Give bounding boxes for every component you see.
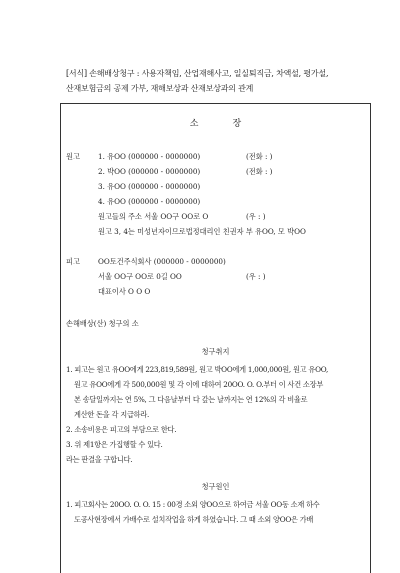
plaintiff-text: 1. 유OO (000000 - 0000000) [98, 152, 201, 161]
plaintiff-row [98, 164, 368, 179]
plaintiff-text: 3. 유OO (000000 - 0000000) [98, 182, 201, 191]
plaintiff-row [98, 179, 368, 194]
defendant-name: OO토건주식회사 (000000 - 0000000) [98, 257, 226, 266]
claim-cause-line: 1. 피고회사는 20OO. O. O. 15 : 00경 소외 양OO으로 하여금 서울 OO동 소재 하수 [66, 500, 320, 509]
plaintiffs-label: 원고 [66, 152, 80, 161]
complaint-document [60, 103, 371, 573]
claim-purpose-line: 3. 위 제1항은 가집행할 수 있다. [66, 440, 163, 449]
plaintiff-row [98, 224, 368, 239]
plaintiff-phone: (전화 : ) [246, 167, 273, 176]
claim-purpose-line: 1. 피고는 원고 유OO에게 223,819,589원, 원고 박OO에게 1,000,000원, 원고 유OO, [66, 365, 328, 374]
defendant-row [98, 269, 368, 284]
plaintiff-text: 4. 유OO (000000 - 0000000) [98, 197, 201, 206]
plaintiff-text: 2. 박OO (000000 - 0000000) [98, 167, 201, 176]
claim-cause-body [66, 497, 366, 527]
document-header [66, 66, 366, 96]
claim-cause-line: 도공사현장에서 가배수로 설치작업을 하게 하였습니다. 그 때 소외 양OO은 가배 [74, 515, 314, 524]
plaintiff-row [98, 194, 368, 209]
document-title: 소장 [189, 119, 276, 129]
plaintiff-address: 원고들의 주소 서울 OO구 OO로 O [98, 212, 209, 221]
header-line-2: 산재보험금의 공제 가부, 재해보상과 산재보상과의 관계 [66, 84, 254, 93]
plaintiff-row [98, 149, 368, 164]
plaintiff-phone: (전화 : ) [246, 152, 273, 161]
claim-purpose-heading: 청구취지 [201, 347, 230, 356]
claim-cause-heading: 청구원인 [201, 482, 230, 491]
plaintiff-postcode: (우 : ) [246, 212, 266, 221]
plaintiff-guardian: 원고 3, 4는 미성년자이므로법정대리인 친권자 부 유OO, 모 박OO [98, 227, 306, 236]
claim-purpose-line: 본 송달일까지는 연 5%, 그 다음날부터 다 갚는 날까지는 연 12%의 각 비율로 [74, 395, 308, 404]
defendant-representative: 대표이사 O O O [98, 287, 151, 296]
claim-purpose-body [66, 362, 366, 467]
claim-purpose-line: 계산한 돈을 각 지급하라. [74, 410, 150, 419]
plaintiff-row [98, 209, 368, 224]
claim-purpose-line: 2. 소송비용은 피고의 부담으로 한다. [66, 425, 177, 434]
defendant-postcode: (우 : ) [246, 272, 266, 281]
claim-purpose-line: 원고 유OO에게 각 500,000원 및 각 이에 대하여 20OO. O. O.부터 이 사건 소장부 [74, 380, 324, 389]
defendant-address: 서울 OO구 OO로 0길 OO [98, 272, 182, 281]
header-line-1: [서식] 손해배상청구 : 사용자책임, 산업재해사고, 일실퇴직금, 차액설, 평가설, [66, 69, 329, 78]
defendant-row [98, 254, 368, 269]
defendant-label: 피고 [66, 257, 80, 266]
defendant-row [98, 284, 368, 299]
case-title: 손해배상(산) 청구의 소 [66, 319, 139, 328]
claim-purpose-line: 라는 판결을 구합니다. [66, 455, 133, 464]
